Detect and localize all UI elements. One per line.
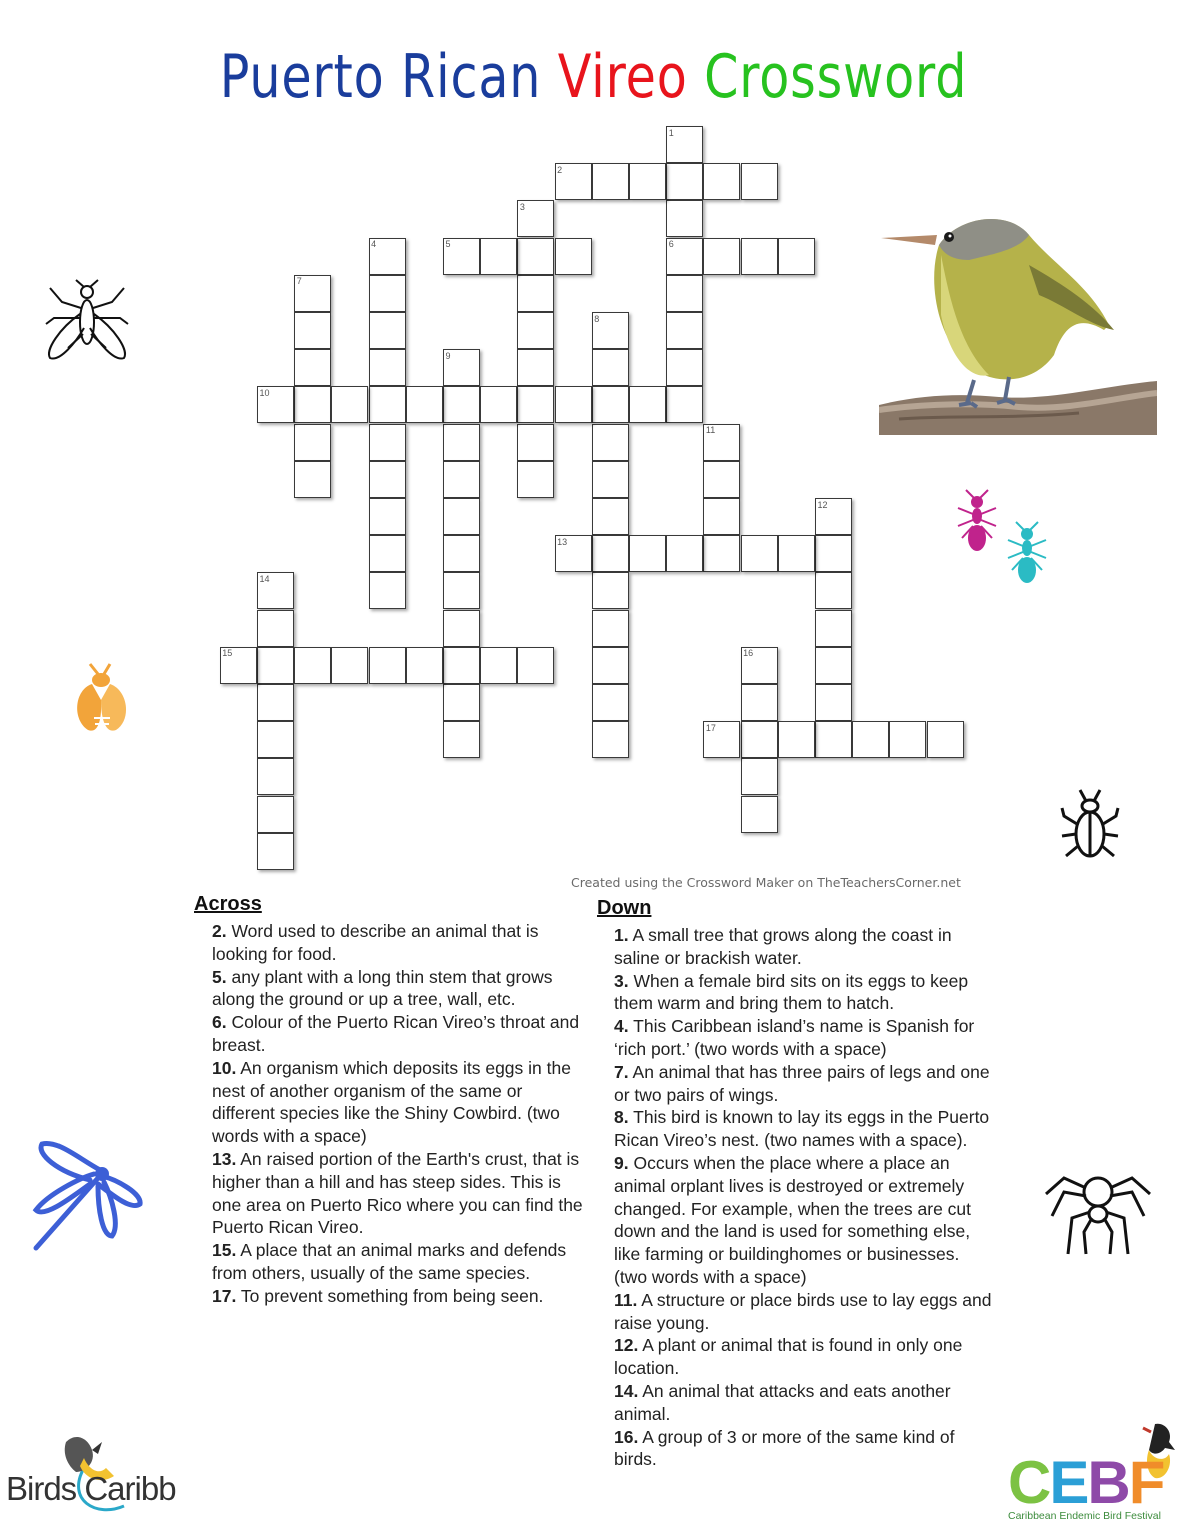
grid-cell[interactable] bbox=[294, 424, 331, 461]
grid-cell[interactable] bbox=[369, 424, 406, 461]
beetle-icon bbox=[1058, 786, 1122, 864]
grid-cell[interactable] bbox=[592, 610, 629, 647]
clue-text: An animal that has three pairs of legs and one or two pairs of wings. bbox=[614, 1061, 990, 1105]
grid-cell[interactable] bbox=[517, 424, 554, 461]
grid-cell[interactable] bbox=[741, 163, 778, 200]
grid-cell[interactable] bbox=[257, 721, 294, 758]
clue-number: 13 bbox=[557, 536, 568, 547]
grid-cell[interactable] bbox=[294, 349, 331, 386]
clue-number: 4 bbox=[371, 239, 377, 250]
down-clue bbox=[614, 1289, 992, 1335]
clue-number: 17 bbox=[705, 722, 716, 733]
grid-cell[interactable] bbox=[443, 610, 480, 647]
clue-num: 6. bbox=[212, 1012, 227, 1033]
grid-cell[interactable] bbox=[517, 647, 554, 684]
grid-cell[interactable] bbox=[592, 386, 629, 423]
grid-cell[interactable] bbox=[517, 461, 554, 498]
grid-cell[interactable] bbox=[257, 758, 294, 795]
clue-num: 15. bbox=[212, 1240, 237, 1261]
grid-cell[interactable] bbox=[815, 647, 852, 684]
birds-caribbean-logo-text: Birds Caribb bbox=[6, 1470, 176, 1507]
grid-cell[interactable] bbox=[517, 349, 554, 386]
grid-cell[interactable] bbox=[369, 535, 406, 572]
grid-cell[interactable] bbox=[778, 721, 815, 758]
clue-text: A plant or animal that is found in only one location. bbox=[614, 1335, 963, 1379]
grid-cell[interactable] bbox=[480, 386, 517, 423]
clue-text: A structure or place birds use to lay eggs and raise young. bbox=[614, 1289, 992, 1333]
across-clue bbox=[212, 1239, 588, 1285]
grid-cell[interactable] bbox=[443, 424, 480, 461]
grid-cell[interactable] bbox=[815, 535, 852, 572]
grid-cell[interactable] bbox=[592, 721, 629, 758]
grid-cell[interactable] bbox=[815, 721, 852, 758]
down-clue bbox=[614, 1152, 992, 1289]
clue-number: 10 bbox=[259, 387, 270, 398]
grid-cell[interactable] bbox=[741, 238, 778, 275]
clue-text: Word used to describe an animal that is looking for food. bbox=[212, 921, 539, 964]
grid-cell[interactable] bbox=[592, 647, 629, 684]
title-part-2: Vireo bbox=[557, 42, 688, 112]
grid-cell[interactable] bbox=[517, 275, 554, 312]
grid-cell[interactable] bbox=[815, 684, 852, 721]
grid-cell[interactable] bbox=[517, 386, 554, 423]
grid-cell[interactable] bbox=[369, 349, 406, 386]
clue-text: This bird is known to lay its eggs in the Puerto Rican Vireo’s nest. (two names with a space). bbox=[614, 1107, 990, 1151]
down-clue bbox=[614, 970, 992, 1016]
grid-cell[interactable] bbox=[666, 312, 703, 349]
grid-cell[interactable] bbox=[294, 386, 331, 423]
clue-text: This Caribbean island’s name is Spanish for ‘rich port.’ (two words with a space) bbox=[614, 1016, 975, 1059]
down-clue bbox=[614, 1015, 992, 1061]
grid-cell[interactable] bbox=[443, 647, 480, 684]
clue-num: 2. bbox=[212, 921, 227, 941]
down-clue-list bbox=[614, 924, 992, 1471]
across-heading: Across bbox=[194, 893, 262, 915]
grid-cell[interactable] bbox=[666, 200, 703, 237]
down-heading: Down bbox=[597, 897, 652, 919]
grid-cell[interactable] bbox=[592, 349, 629, 386]
ant-icon-2 bbox=[1002, 520, 1052, 588]
grid-cell[interactable] bbox=[555, 386, 592, 423]
title-part-1: Puerto Rican bbox=[219, 42, 542, 112]
down-clue bbox=[614, 924, 992, 970]
grid-cell[interactable] bbox=[257, 610, 294, 647]
clue-text: A group of 3 or more of the same kind of birds. bbox=[614, 1426, 955, 1470]
credit-line: Created using the Crossword Maker on TheTeachersCorner.net bbox=[571, 875, 961, 890]
grid-cell[interactable] bbox=[257, 833, 294, 870]
grid-cell[interactable] bbox=[592, 424, 629, 461]
clue-num: 8. bbox=[614, 1107, 629, 1128]
grid-cell[interactable] bbox=[666, 386, 703, 423]
clue-number: 9 bbox=[445, 350, 451, 361]
clue-text: any plant with a long thin stem that grows along the ground or up a tree, wall, etc. bbox=[212, 966, 553, 1010]
clue-number: 11 bbox=[705, 425, 716, 436]
clue-num: 14. bbox=[614, 1380, 639, 1401]
grid-cell[interactable] bbox=[443, 684, 480, 721]
clue-num: 11. bbox=[614, 1289, 638, 1310]
ant-icon bbox=[952, 488, 1002, 556]
clue-num: 1. bbox=[614, 925, 629, 945]
grid-cell[interactable] bbox=[294, 312, 331, 349]
clue-number: 7 bbox=[296, 276, 302, 287]
clue-num: 9. bbox=[614, 1152, 629, 1173]
clue-num: 10. bbox=[212, 1057, 237, 1078]
grid-cell[interactable] bbox=[778, 535, 815, 572]
grid-cell[interactable] bbox=[480, 238, 517, 275]
grid-cell[interactable] bbox=[406, 386, 443, 423]
grid-cell[interactable] bbox=[741, 535, 778, 572]
grid-cell[interactable] bbox=[369, 461, 406, 498]
clue-num: 12. bbox=[614, 1335, 639, 1356]
grid-cell[interactable] bbox=[294, 461, 331, 498]
clue-text: Occurs when the place where a place an animal orplant lives is destroyed or extremely changed. For example, when the trees are cut down and the land is used for something else, like farming or buildinghomes or businesses. (two words with a space) bbox=[614, 1152, 972, 1287]
grid-cell[interactable] bbox=[331, 647, 368, 684]
across-clue bbox=[212, 1057, 588, 1148]
clue-text: When a female bird sits on its eggs to keep them warm and bring them to hatch. bbox=[614, 970, 969, 1014]
title-part-3: Crossword bbox=[704, 42, 968, 112]
grid-cell[interactable] bbox=[443, 461, 480, 498]
grid-cell[interactable] bbox=[369, 275, 406, 312]
clue-text: An organism which deposits its eggs in the nest of another organism of the same or different species like the Shiny Cowbird. (two words with a space) bbox=[212, 1057, 571, 1147]
vireo-bird-photo bbox=[879, 205, 1157, 435]
grid-cell[interactable] bbox=[443, 386, 480, 423]
clue-num: 3. bbox=[614, 970, 629, 991]
grid-cell[interactable] bbox=[443, 535, 480, 572]
grid-cell[interactable] bbox=[443, 498, 480, 535]
grid-cell[interactable] bbox=[703, 461, 740, 498]
grid-cell[interactable] bbox=[703, 535, 740, 572]
spider-icon bbox=[1042, 1170, 1154, 1256]
grid-cell[interactable] bbox=[741, 721, 778, 758]
clue-num: 17. bbox=[212, 1285, 237, 1306]
grid-cell[interactable] bbox=[741, 758, 778, 795]
grid-cell[interactable] bbox=[480, 647, 517, 684]
grid-cell[interactable] bbox=[257, 647, 294, 684]
across-clue bbox=[212, 1011, 588, 1057]
clue-text: An raised portion of the Earth's crust, that is higher than a hill and has steep sides. This is one area on Puerto Rico where you can find the Puerto Rican Vireo. bbox=[212, 1148, 583, 1238]
dragonfly-icon bbox=[28, 1138, 148, 1256]
grid-cell[interactable] bbox=[815, 572, 852, 609]
down-clue bbox=[614, 1061, 992, 1107]
grid-cell[interactable] bbox=[592, 535, 629, 572]
clue-number: 3 bbox=[519, 201, 525, 212]
firefly-icon bbox=[68, 660, 136, 738]
clue-number: 2 bbox=[557, 164, 563, 175]
grid-cell[interactable] bbox=[741, 684, 778, 721]
down-clue bbox=[614, 1334, 992, 1380]
grid-cell[interactable] bbox=[889, 721, 926, 758]
clue-number: 12 bbox=[817, 499, 828, 510]
grid-cell[interactable] bbox=[443, 572, 480, 609]
clue-num: 4. bbox=[614, 1016, 629, 1037]
clue-num: 5. bbox=[212, 966, 227, 987]
grid-cell[interactable] bbox=[443, 721, 480, 758]
clue-text: Colour of the Puerto Rican Vireo’s throat and breast. bbox=[212, 1012, 580, 1055]
clue-number: 8 bbox=[594, 313, 600, 324]
across-clue-list bbox=[212, 920, 588, 1308]
grid-cell[interactable] bbox=[778, 238, 815, 275]
grid-cell[interactable] bbox=[517, 238, 554, 275]
down-clue bbox=[614, 1380, 992, 1426]
grid-cell[interactable] bbox=[369, 312, 406, 349]
grid-cell[interactable] bbox=[666, 349, 703, 386]
clue-num: 13. bbox=[212, 1148, 237, 1169]
across-clue bbox=[212, 966, 588, 1012]
grid-cell[interactable] bbox=[666, 163, 703, 200]
grid-cell[interactable] bbox=[666, 535, 703, 572]
clue-number: 5 bbox=[445, 239, 451, 250]
cebf-logo-text: CEBF bbox=[1008, 1449, 1164, 1516]
grid-cell[interactable] bbox=[592, 572, 629, 609]
clue-text: To prevent something from being seen. bbox=[240, 1285, 544, 1306]
grid-cell[interactable] bbox=[257, 796, 294, 833]
clue-number: 16 bbox=[743, 648, 754, 659]
grid-cell[interactable] bbox=[592, 498, 629, 535]
grid-cell[interactable] bbox=[703, 498, 740, 535]
grid-cell[interactable] bbox=[592, 163, 629, 200]
fly-icon bbox=[40, 278, 134, 364]
grid-cell[interactable] bbox=[629, 163, 666, 200]
clue-number: 14 bbox=[259, 573, 270, 584]
grid-cell[interactable] bbox=[703, 238, 740, 275]
grid-cell[interactable] bbox=[555, 238, 592, 275]
grid-cell[interactable] bbox=[741, 796, 778, 833]
across-clue bbox=[212, 920, 588, 966]
grid-cell[interactable] bbox=[703, 163, 740, 200]
grid-cell[interactable] bbox=[629, 535, 666, 572]
clue-number: 1 bbox=[668, 127, 674, 138]
grid-cell[interactable] bbox=[927, 721, 964, 758]
grid-cell[interactable] bbox=[592, 684, 629, 721]
grid-cell[interactable] bbox=[369, 647, 406, 684]
grid-cell[interactable] bbox=[815, 610, 852, 647]
clue-text: An animal that attacks and eats another animal. bbox=[614, 1380, 951, 1424]
clue-number: 15 bbox=[222, 648, 233, 659]
clue-number: 6 bbox=[668, 239, 674, 250]
cebf-logo-subtitle: Caribbean Endemic Bird Festival bbox=[1008, 1510, 1161, 1522]
down-clue bbox=[614, 1426, 992, 1472]
across-clue bbox=[212, 1285, 588, 1308]
grid-cell[interactable] bbox=[257, 684, 294, 721]
down-clue bbox=[614, 1106, 992, 1152]
clue-num: 7. bbox=[614, 1061, 629, 1082]
grid-cell[interactable] bbox=[331, 386, 368, 423]
clue-text: A place that an animal marks and defends from others, usually of the same species. bbox=[212, 1240, 567, 1283]
grid-cell[interactable] bbox=[369, 572, 406, 609]
grid-cell[interactable] bbox=[406, 647, 443, 684]
across-clue bbox=[212, 1148, 588, 1239]
grid-cell[interactable] bbox=[666, 275, 703, 312]
clue-text: A small tree that grows along the coast in saline or brackish water. bbox=[614, 925, 952, 968]
grid-cell[interactable] bbox=[369, 498, 406, 535]
grid-cell[interactable] bbox=[852, 721, 889, 758]
grid-cell[interactable] bbox=[629, 386, 666, 423]
clue-num: 16. bbox=[614, 1426, 639, 1447]
grid-cell[interactable] bbox=[517, 312, 554, 349]
grid-cell[interactable] bbox=[369, 386, 406, 423]
grid-cell[interactable] bbox=[294, 647, 331, 684]
grid-cell[interactable] bbox=[592, 461, 629, 498]
